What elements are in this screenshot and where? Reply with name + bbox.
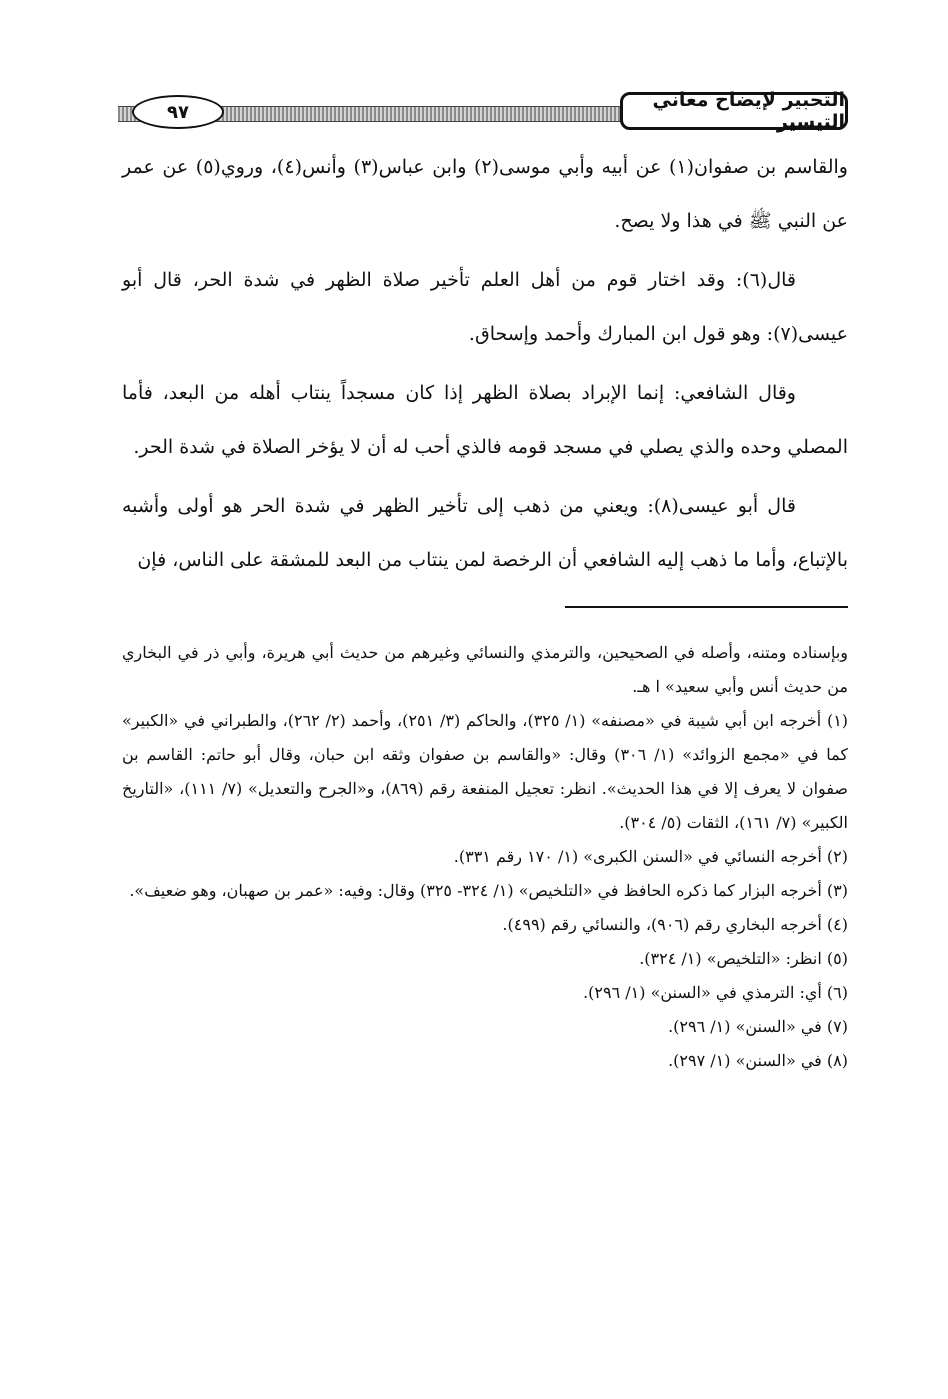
footnote: (٧) في «السنن» (١/ ٢٩٦).: [668, 1017, 848, 1036]
body-paragraph: قال أبو عيسى(٨): ويعني من ذهب إلى تأخير الظهر في شدة الحر هو أولى وأشبه بالإتباع، وأما ما ذهب إليه الشافعي أن الرخصة لمن ينتاب من البعد للمشقة على الناس، فإن: [122, 495, 848, 571]
body-paragraph: وقال الشافعي: إنما الإبراد بصلاة الظهر إذا كان مسجداً ينتاب أهله من البعد، فأما المصلي وحده والذي يصلي في مسجد قومه فالذي أحب له أن لا يؤخر الصلاة في شدة الحر.: [122, 382, 848, 458]
footnote: (٤) أخرجه البخاري رقم (٩٠٦)، والنسائي رقم (٤٩٩).: [502, 915, 848, 934]
footnote: (٣) أخرجه البزار كما ذكره الحافظ في «التلخيص» (١/ ٣٢٤- ٣٢٥) وقال: وفيه: «عمر بن صهبان، وهو ضعيف».: [129, 881, 848, 900]
footnote: (٢) أخرجه النسائي في «السنن الكبرى» (١/ ١٧٠ رقم ٣٣١).: [453, 847, 848, 866]
footnote: (٥) انظر: «التلخيص» (١/ ٣٢٤).: [639, 949, 848, 968]
body-paragraph: والقاسم بن صفوان(١) عن أبيه وأبي موسى(٢) وابن عباس(٣) وأنس(٤)، وروي(٥) عن عمر عن النبي ﷺ في هذا ولا يصح.: [122, 156, 848, 232]
footnote: (٦) أي: الترمذي في «السنن» (١/ ٢٩٦).: [583, 983, 848, 1002]
page-number: ٩٧: [132, 95, 224, 129]
footnote: وبإسناده ومتنه، وأصله في الصحيحين، والترمذي والنسائي وغيرهم من حديث أبي هريرة، وأبي ذر في البخاري من حديث أنس وأبي سعيد» ا هـ.: [122, 643, 848, 696]
running-header: [118, 89, 848, 136]
footnote: (٨) في «السنن» (١/ ٢٩٧).: [668, 1051, 848, 1070]
footnote-divider: [565, 606, 848, 608]
book-title: التحبير لإيضاح معاني التيسير: [620, 92, 848, 130]
main-text: [122, 140, 848, 592]
footnote: (١) أخرجه ابن أبي شيبة في «مصنفه» (١/ ٣٢٥)، والحاكم (٣/ ٢٥١)، وأحمد (٢/ ٢٦٢)، والطبراني في «الكبير» كما في «مجمع الزوائد» (١/ ٣٠٦) وقال: «والقاسم بن صفوان وثقه ابن حبان، وقال أبو حاتم: القاسم بن صفوان لا يعرف إلا في هذا الحديث». انظر: تعجيل المنفعة رقم (٨٦٩)، و«الجرح والتعديل» (٧/ ١١١)، «التاريخ الكبير» (٧/ ١٦١)، الثقات (٥/ ٣٠٤).: [122, 711, 849, 832]
footnotes: [122, 636, 848, 1078]
body-paragraph: قال(٦): وقد اختار قوم من أهل العلم تأخير صلاة الظهر في شدة الحر، قال أبو عيسى(٧): وهو قول ابن المبارك وأحمد وإسحاق.: [122, 269, 848, 345]
